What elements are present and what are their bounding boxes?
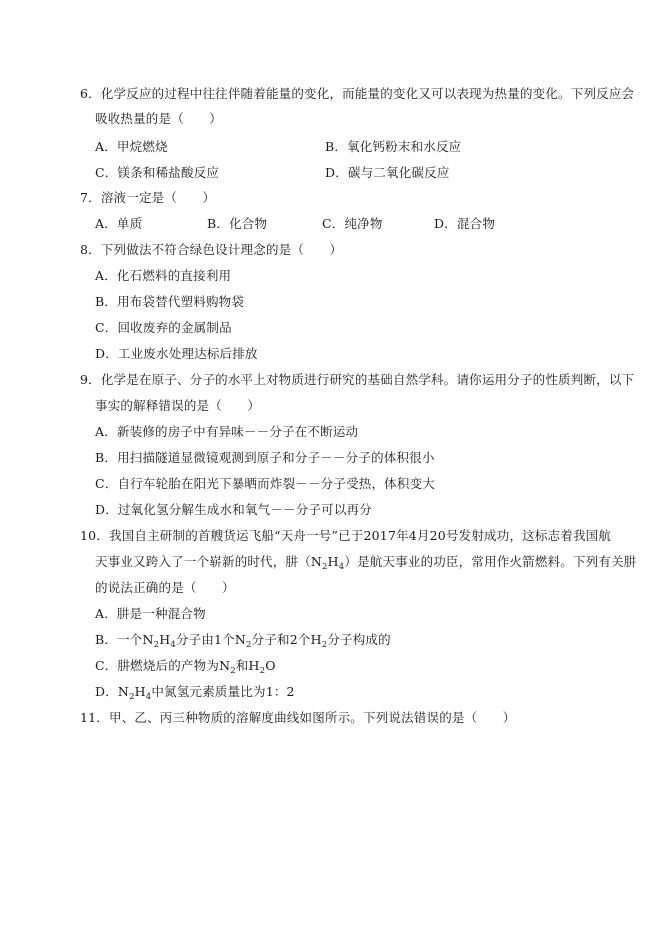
q6-stem-line2: 吸收热量的是（ ） [95,111,223,126]
q8-option-a: A．化石燃料的直接利用 [95,268,232,283]
q10-option-b: B．一个$N_2H_4$分子由1个$N_2$分子和2个$H_2$分子构成的 [95,632,391,650]
q9-option-c: C．自行车轮胎在阳光下暴晒而炸裂－－分子受热，体积变大 [95,476,435,491]
q8-option-b: B．用布袋替代塑料购物袋 [95,294,245,309]
q11-stem: 11．甲、乙、丙三种物质的溶解度曲线如图所示。下列说法错误的是（ ） [80,710,516,725]
q10-option-a: A．肼是一种混合物 [95,606,206,621]
q6-option-b: B．氧化钙粉末和水反应 [325,139,462,154]
q10-option-c: C．肼燃烧后的产物为$N_2$和$H_2O$ [95,658,276,676]
q10-stem-line1: 10．我国自主研制的首艘货运飞船“天舟一号”已于2017年4月20号发射成功，这标志着我国航 [80,528,612,543]
q7-option-a: A．单质 [95,216,143,231]
q7-option-b: B．化合物 [207,216,268,231]
q6-option-c: C．镁条和稀盐酸反应 [95,165,220,180]
q7-stem: 7．溶液一定是（ ） [80,190,216,205]
q6-option-a: A．甲烷燃烧 [95,139,168,154]
q9-option-d: D．过氧化氢分解生成水和氧气－－分子可以再分 [95,502,372,517]
q9-option-a: A．新装修的房子中有异味－－分子在不断运动 [95,424,359,439]
q10-stem-line3: 的说法正确的是（ ） [95,580,235,595]
q6-option-d: D．碳与二氧化碳反应 [325,165,450,180]
q6-stem-line1: 6．化学反应的过程中往往伴随着能量的变化，而能量的变化又可以表现为热量的变化。下列反应会 [80,86,635,101]
q7-option-d: D．混合物 [434,216,496,231]
q9-stem-line2: 事实的解释错误的是（ ） [95,398,261,413]
q8-option-d: D．工业废水处理达标后排放 [95,346,258,361]
q7-option-c: C．纯净物 [322,216,383,231]
q8-option-c: C．回收废弃的金属制品 [95,320,232,335]
q8-stem: 8．下列做法不符合绿色设计理念的是（ ） [80,242,343,257]
q10-option-d: D．$N_2H_4$中氮氢元素质量比为1：2 [95,684,295,702]
q9-stem-line1: 9．化学是在原子、分子的水平上对物质进行研究的基础自然学科。请你运用分子的性质判断，以下 [80,372,635,387]
q10-stem-line2: 天事业又跨入了一个崭新的时代，肼$(N_2H_4)$是航天事业的功臣，常用作火箭燃料。下列有关肼 [95,554,637,572]
q9-option-b: B．用扫描隧道显微镜观测到原子和分子－－分子的体积很小 [95,450,435,465]
